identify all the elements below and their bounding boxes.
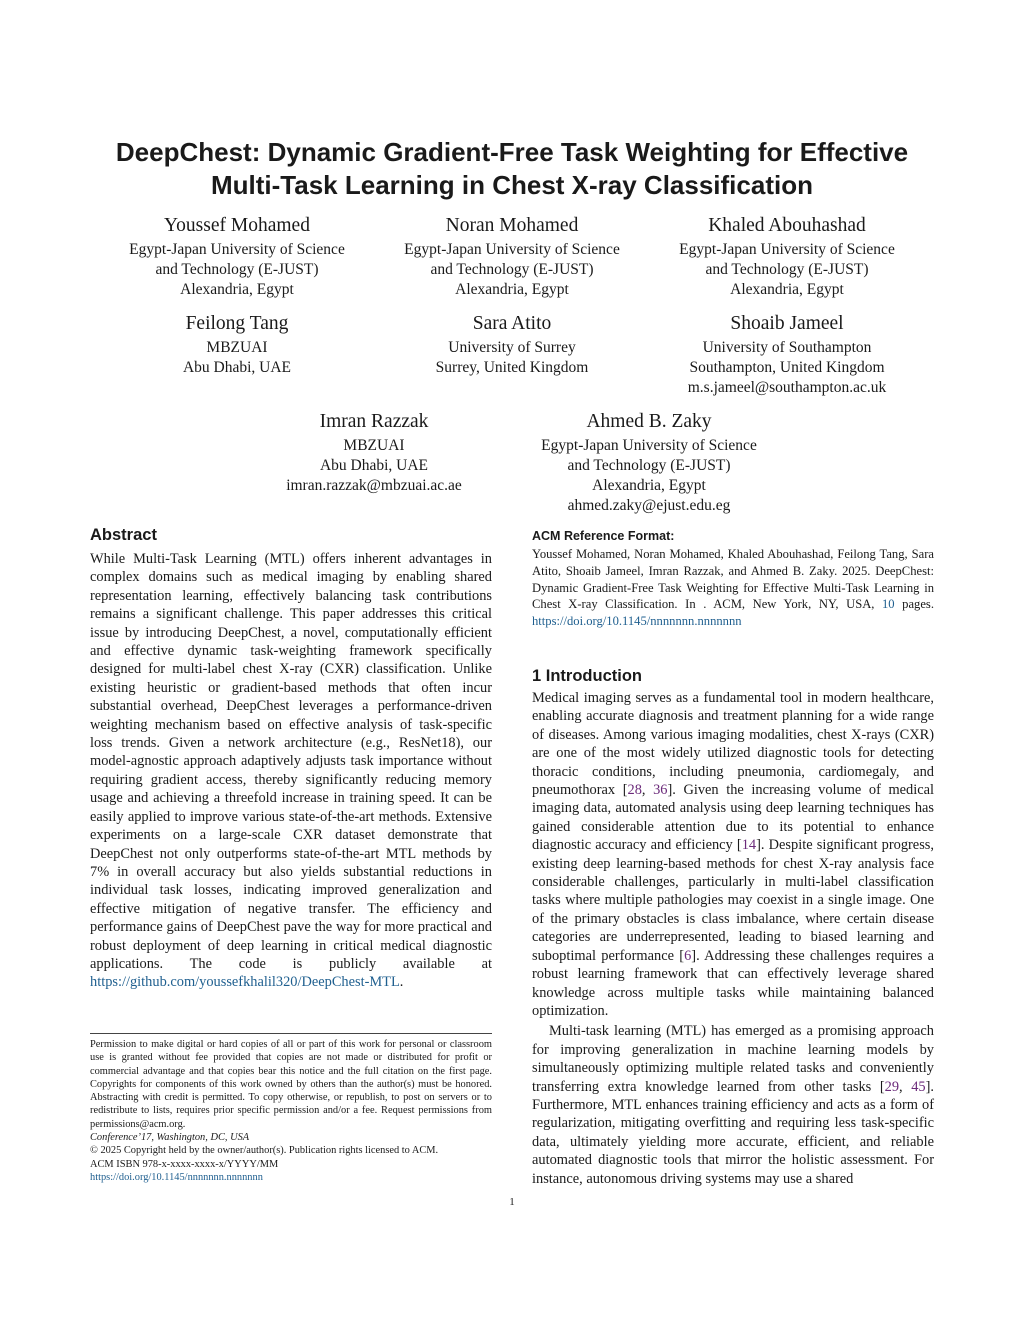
author-affiliation: and Technology (E-JUST) xyxy=(430,261,594,278)
introduction-heading: 1 Introduction xyxy=(532,667,642,685)
footnote-doi-link[interactable]: https://doi.org/10.1145/nnnnnnn.nnnnnnn xyxy=(90,1171,263,1183)
page-count-link[interactable]: 10 xyxy=(882,597,895,612)
author-block xyxy=(372,214,652,300)
citation-link[interactable]: 28 xyxy=(627,782,642,799)
introduction-section xyxy=(532,667,934,1188)
author-location: Alexandria, Egypt xyxy=(455,281,569,298)
author-location: Alexandria, Egypt xyxy=(730,281,844,298)
abstract-text xyxy=(90,550,492,992)
permission-footnote xyxy=(90,1033,492,1184)
acm-reference-text xyxy=(532,546,934,630)
author-name: Sara Atito xyxy=(472,313,552,334)
intro-paragraph-1 xyxy=(532,689,934,1020)
author-affiliation: Egypt-Japan University of Science xyxy=(541,437,757,454)
author-name: Imran Razzak xyxy=(319,411,429,432)
abstract-section xyxy=(90,526,492,992)
author-location: Alexandria, Egypt xyxy=(592,477,706,494)
author-affiliation: MBZUAI xyxy=(206,339,268,356)
author-affiliation: Egypt-Japan University of Science xyxy=(129,241,345,258)
author-affiliation: MBZUAI xyxy=(343,437,405,454)
text-run: , xyxy=(641,782,654,799)
title-line-2: Multi-Task Learning in Chest X-ray Classification xyxy=(211,170,813,200)
author-affiliation: Egypt-Japan University of Science xyxy=(404,241,620,258)
citation-link[interactable]: 14 xyxy=(741,837,757,854)
citation-link[interactable]: 6 xyxy=(684,947,692,964)
author-email: imran.razzak@mbzuai.ac.ae xyxy=(286,477,462,494)
intro-paragraph-2 xyxy=(532,1022,934,1188)
author-location: Alexandria, Egypt xyxy=(180,281,294,298)
text-run: ]. Furthermore, MTL enhances training efficiency and acts as a form of regularization, mitigating overfitting and requiring less task-specific data, ultimately yielding more accurate, efficient, and reliable automated diagnostic tools that mirror the holistic assessment. For instance, autonomous driving systems may use a shared xyxy=(532,1078,935,1187)
author-affiliation: and Technology (E-JUST) xyxy=(567,457,731,474)
citation-link[interactable]: 29 xyxy=(884,1078,900,1095)
acm-reference-body: Youssef Mohamed, Noran Mohamed, Khaled Abouhashad, Feilong Tang, Sara Atito, Shoaib Jameel, Imran Razzak, and Ahmed B. Zaky. 2025. DeepChest: Dynamic Gradient-Free Task Weighting for Effective Multi-Task Learning in Chest X-ray Classification. In . ACM, New York, NY, USA, xyxy=(532,547,934,612)
isbn-line: ACM ISBN 978-x-xxxx-xxxx-x/YYYY/MM xyxy=(90,1158,279,1170)
author-affiliation: University of Surrey xyxy=(448,339,576,356)
text-run: ]. Addressing these challenges requires a robust learning framework that can effectively leverage shared knowledge across multiple tasks while maintaining balanced optimization. xyxy=(532,947,935,1019)
citation-link[interactable]: 45 xyxy=(911,1078,926,1095)
author-block xyxy=(97,312,377,378)
author-block xyxy=(509,410,789,516)
author-location: Surrey, United Kingdom xyxy=(435,359,589,376)
author-name: Khaled Abouhashad xyxy=(708,215,866,236)
conference-venue: Conference’17, Washington, DC, USA xyxy=(90,1132,250,1144)
text-run: Multi-task learning (MTL) has emerged as a promising approach for improving generalization in machine learning models by simultaneously optimizing multiple related tasks and conveniently transferring extra knowledge learned from other tasks [ xyxy=(532,1023,934,1095)
citation-link[interactable]: 36 xyxy=(653,782,668,799)
author-affiliation: Egypt-Japan University of Science xyxy=(679,241,895,258)
title-line-1: DeepChest: Dynamic Gradient-Free Task Weighting for Effective xyxy=(115,137,909,167)
abstract-body: While Multi-Task Learning (MTL) offers inherent advantages in complex domains such as medical imaging by enabling shared representation learning, effectively balancing task contributions remains a significant challenge. This paper addresses this critical issue by introducing DeepChest, a novel, computationally efficient and effective dynamic task-weighting framework specifically designed for multi-label chest X-ray (CXR) classification. Unlike existing heuristic or gradient-based methods that often incur substantial overhead, DeepChest leverages a performance-driven weighting mechanism based on effective analysis of task-specific loss trends. Given a network architecture (e.g., ResNet18), our model-agnostic approach adaptively adjusts task importance without requiring gradient access, thereby significantly reducing memory usage and achieving a threefold increase in training speed. It can be easily applied to improve various state-of-the-art methods. Extensive experiments on a large-scale CXR dataset demonstrate that DeepChest not only outperforms state-of-the-art MTL methods by 7% in overall accuracy but also yields substantial reductions in individual task losses, indicating improved generalization and effective mitigation of negative transfer. The efficiency and performance gains of DeepChest pave the way for more practical and robust deployment of deep learning in critical medical diagnostic applications. The code is publicly available at xyxy=(90,551,492,972)
author-block xyxy=(647,214,927,300)
author-block xyxy=(234,410,514,496)
author-name: Noran Mohamed xyxy=(445,215,579,236)
acm-reference-section xyxy=(532,529,934,630)
text-run: ]. Despite significant progress, existing deep learning-based methods for chest X-ray analysis face considerable challenges, particularly in multi-label classification tasks where multiple pathologies may coexist in a single image. One of the primary obstacles is class imbalance, where certain disease categories are underrepresented, leading to biased learning and suboptimal performance [ xyxy=(532,837,934,964)
author-affiliation: University of Southampton xyxy=(702,339,872,356)
text-run: ]. Given the increasing volume of medical imaging data, automated analysis using deep learning techniques has gained considerable attention due to its potential to enhance diagnostic accuracy and efficiency [ xyxy=(532,782,934,854)
author-email: m.s.jameel@southampton.ac.uk xyxy=(687,379,887,396)
author-block xyxy=(647,312,927,398)
copyright-line: © 2025 Copyright held by the owner/author(s). Publication rights licensed to ACM. xyxy=(90,1145,439,1157)
abstract-end: . xyxy=(399,974,404,991)
acm-doi-link[interactable]: https://doi.org/10.1145/nnnnnnn.nnnnnnn xyxy=(532,614,742,629)
author-email: ahmed.zaky@ejust.edu.eg xyxy=(567,497,731,514)
author-location: Southampton, United Kingdom xyxy=(689,359,885,376)
code-link[interactable]: https://github.com/youssefkhalil320/DeepChest-MTL xyxy=(90,974,400,991)
author-block xyxy=(97,214,377,300)
pages-word: pages. xyxy=(894,597,934,612)
author-name: Shoaib Jameel xyxy=(730,313,844,334)
author-block xyxy=(372,312,652,378)
page-number: 1 xyxy=(509,1196,515,1208)
permission-text: Permission to make digital or hard copies of all or part of this work for personal or classroom use is granted without fee provided that copies are not made or distributed for profit or commercial advantage and that copies bear this notice and the full citation on the first page. Copyrights for components of this work owned by others than the author(s) must be honored. Abstracting with credit is permitted. To copy otherwise, or republish, to post on servers or to redistribute to lists, requires prior specific permission and/or a fee. Request permissions from permissions@acm.org. xyxy=(90,1039,492,1130)
text-run: Medical imaging serves as a fundamental tool in modern healthcare, enabling accurate diagnosis and treatment planning for a wide range of diseases. Among various imaging modalities, chest X-rays (CXR) are one of the most widely utilized diagnostic tools for detecting thoracic conditions, including pneumonia, cardiomegaly, and pneumothorax [ xyxy=(532,690,934,799)
text-run: , xyxy=(899,1078,912,1095)
acm-reference-heading: ACM Reference Format: xyxy=(532,529,675,543)
author-name: Ahmed B. Zaky xyxy=(586,411,712,432)
author-name: Youssef Mohamed xyxy=(164,215,310,236)
abstract-heading: Abstract xyxy=(90,526,157,544)
author-location: Abu Dhabi, UAE xyxy=(182,359,292,376)
author-location: Abu Dhabi, UAE xyxy=(319,457,429,474)
author-name: Feilong Tang xyxy=(185,313,289,334)
paper-title xyxy=(40,136,984,202)
author-affiliation: and Technology (E-JUST) xyxy=(705,261,869,278)
author-affiliation: and Technology (E-JUST) xyxy=(155,261,319,278)
